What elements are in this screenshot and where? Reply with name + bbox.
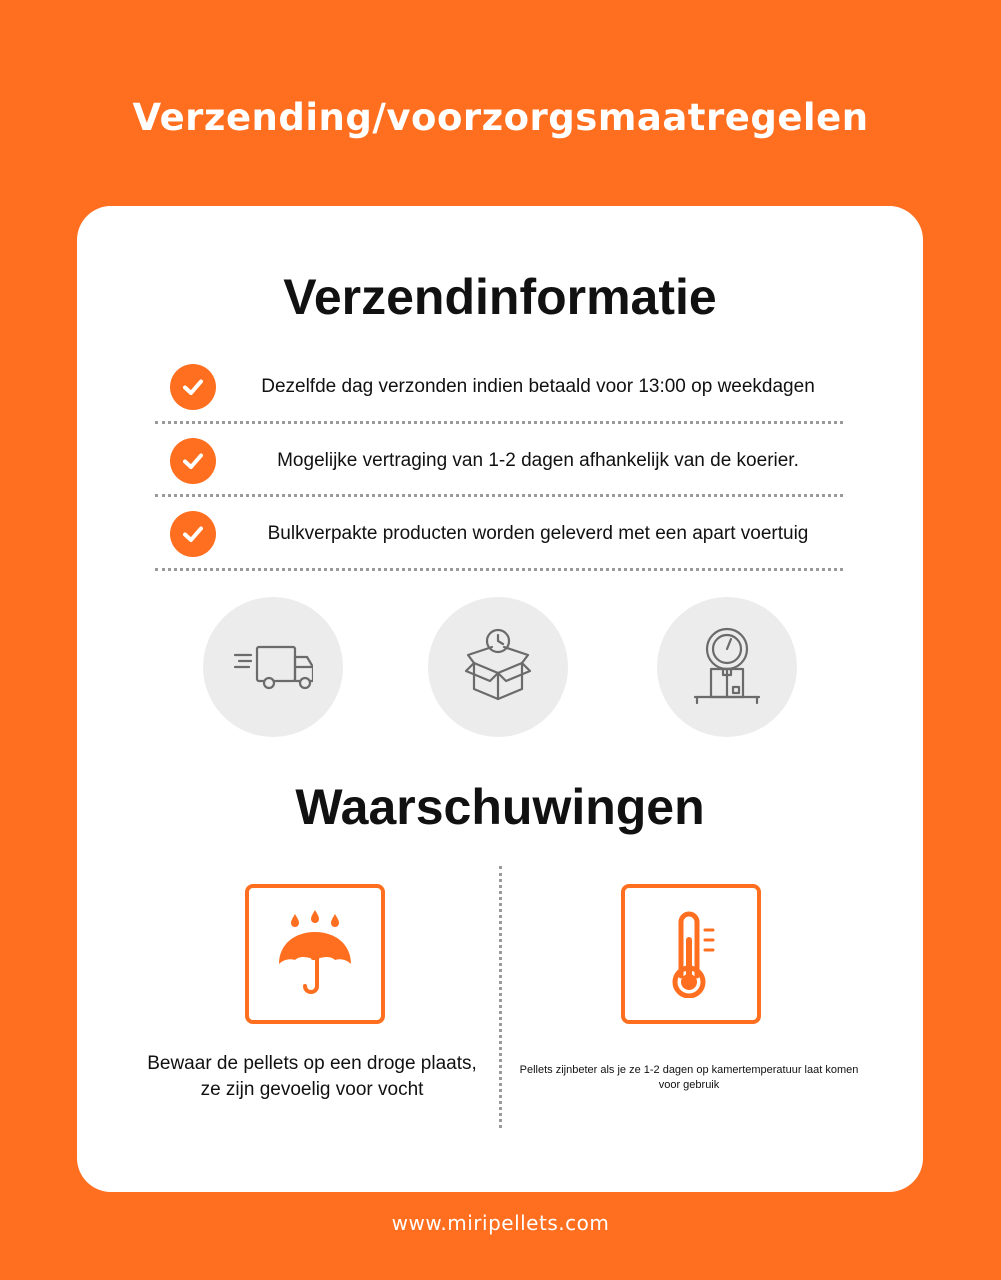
shipping-item: [155, 424, 843, 498]
warning-text-dry-storage: Bewaar de pellets op een droge plaats, ze zijn gevoelig voor vocht: [147, 1053, 477, 1100]
shipping-item-text: Mogelijke vertraging van 1-2 dagen afhankelijk van de koerier.: [277, 450, 799, 471]
info-card: [77, 206, 923, 1192]
warnings-section-title: Waarschuwingen: [295, 779, 705, 835]
shipping-item: [155, 350, 843, 424]
shipping-section-title: Verzendinformatie: [283, 269, 717, 325]
shipping-item: [155, 497, 843, 571]
check-icon: [170, 364, 216, 410]
umbrella-rain-icon: [245, 884, 385, 1024]
delivery-truck-icon: [203, 597, 343, 737]
warning-text-room-temperature: Pellets zijnbeter als je ze 1-2 dagen op kamertemperatuur laat komen voor gebruik: [519, 1064, 859, 1091]
divider: [155, 568, 843, 571]
shipping-item-text: Dezelfde dag verzonden indien betaald voor 13:00 op weekdagen: [261, 376, 815, 397]
thermometer-icon: [621, 884, 761, 1024]
package-clock-icon: [428, 597, 568, 737]
shipping-item-text: Bulkverpakte producten worden geleverd met een apart voertuig: [267, 523, 809, 544]
check-icon: [170, 438, 216, 484]
page-title: Verzending/voorzorgsmaatregelen: [132, 96, 869, 139]
vertical-divider: [499, 866, 502, 1128]
website-link[interactable]: www.miripellets.com: [391, 1211, 610, 1235]
check-icon: [170, 511, 216, 557]
scale-weight-icon: [657, 597, 797, 737]
